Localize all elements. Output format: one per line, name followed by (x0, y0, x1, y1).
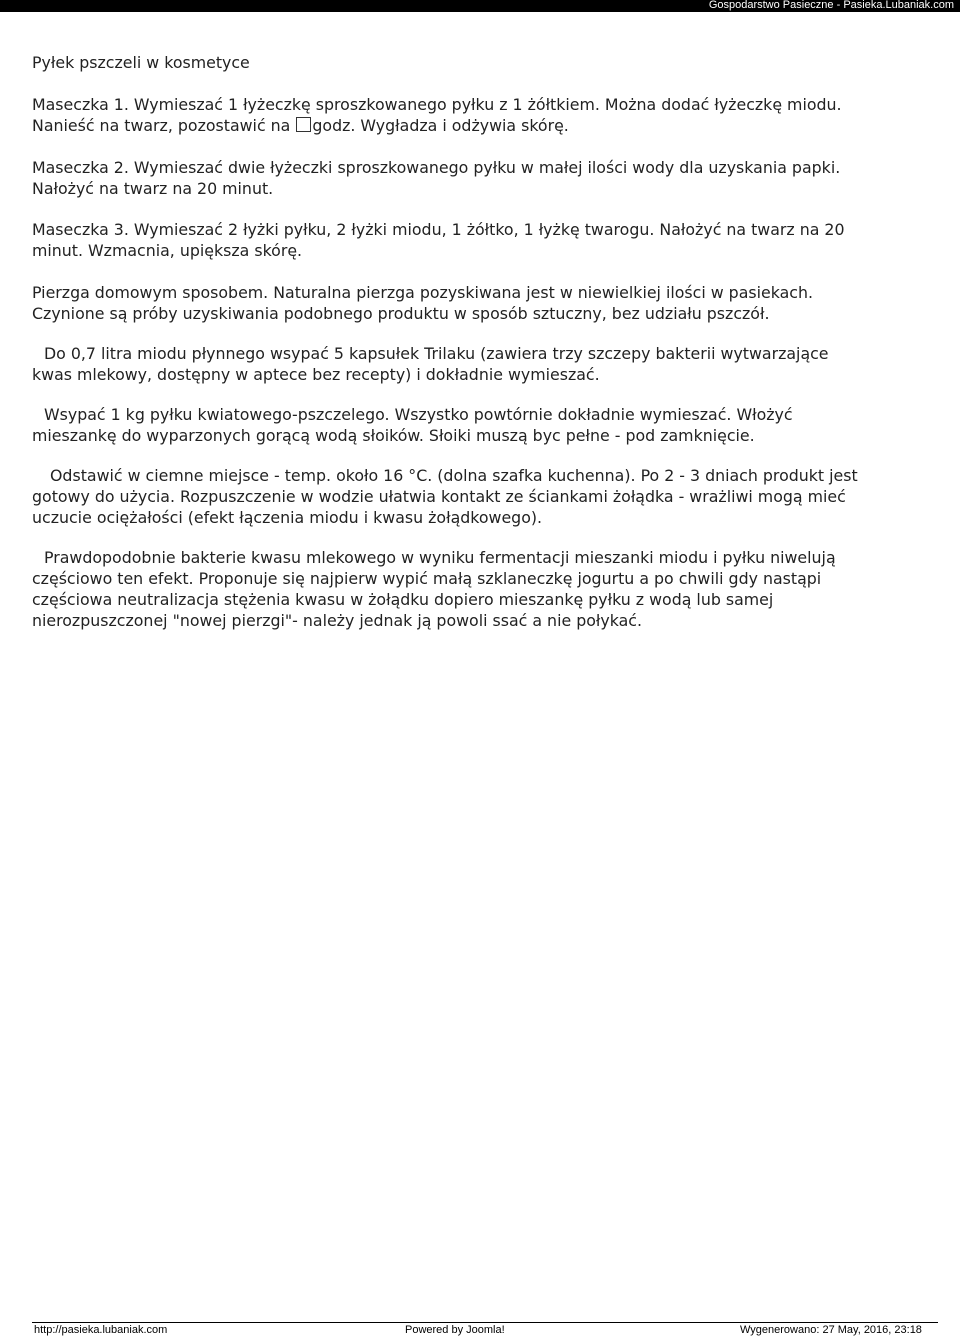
mask2-paragraph (32, 157, 932, 199)
footer-url-link[interactable]: http://pasieka.lubaniak.com (34, 1324, 168, 1336)
step3-line2: gotowy do użycia. Rozpuszczenie w wodzie ułatwia kontakt ze ściankami żołądka - wrażliwi mogą mieć (32, 487, 846, 506)
mask3-paragraph (32, 219, 932, 261)
footer-generated-date: Wygenerowano: 27 May, 2016, 23:18 (740, 1324, 922, 1336)
mask2-line2: Nałożyć na twarz na 20 minut. (32, 179, 274, 198)
top-bar (0, 0, 960, 12)
step3-line1: Odstawić w ciemne miejsce - temp. około 16 °C. (dolna szafka kuchenna). Po 2 - 3 dniach produkt jest (50, 466, 858, 485)
mask3-line2: minut. Wzmacnia, upiększa skórę. (32, 241, 303, 260)
site-title: Gospodarstwo Pasieczne - Pasieka.Lubaniak.com (708, 0, 954, 11)
step4-paragraph (32, 547, 932, 631)
step2-paragraph (32, 404, 932, 446)
step1-line2: kwas mlekowy, dostępny w aptece bez recepty) i dokładnie wymieszać. (32, 365, 600, 384)
article-content (32, 52, 932, 631)
step1-paragraph (32, 343, 932, 385)
mask3-line1: Maseczka 3. Wymieszać 2 łyżki pyłku, 2 łyżki miodu, 1 żółtko, 1 łyżkę twarogu. Nałożyć na twarz na 20 (32, 220, 845, 239)
mask1-line1: Maseczka 1. Wymieszać 1 łyżeczkę sproszkowanego pyłku z 1 żółtkiem. Można dodać łyżeczkę miodu. (32, 95, 842, 114)
pierzga-line1: Pierzga domowym sposobem. Naturalna pierzga pozyskiwana jest w niewielkiej ilości w pasiekach. (32, 283, 813, 302)
pierzga-line2: Czynione są próby uzyskiwania podobnego produktu w sposób sztuczny, bez udziału pszczół. (32, 304, 770, 323)
step3-paragraph (32, 465, 932, 528)
footer-divider (32, 1322, 938, 1323)
step2-line1: Wsypać 1 kg pyłku kwiatowego-pszczelego. Wszystko powtórnie dokładnie wymieszać. Włożyć (44, 405, 793, 424)
mask1-paragraph (32, 94, 932, 136)
step4-line2: częściowo ten efekt. Proponuje się najpierw wypić małą szklaneczkę jogurtu a po chwili gdy nastąpi (32, 569, 822, 588)
mask1-line2a: Nanieść na twarz, pozostawić na (32, 116, 296, 135)
step4-line1: Prawdopodobnie bakterie kwasu mlekowego w wyniku fermentacji mieszanki miodu i pyłku niwelują (44, 548, 836, 567)
mask2-line1: Maseczka 2. Wymieszać dwie łyżeczki sproszkowanego pyłku w małej ilości wody dla uzyskania papki. (32, 158, 841, 177)
missing-glyph-icon (296, 117, 311, 132)
step1-line1: Do 0,7 litra miodu płynnego wsypać 5 kapsułek Trilaku (zawiera trzy szczepy bakterii wytwarzające (44, 344, 829, 363)
pierzga-paragraph (32, 282, 932, 324)
mask1-line2b: godz. Wygładza i odżywia skórę. (312, 116, 569, 135)
step4-line3: częściowa neutralizacja stężenia kwasu w żołądku dopiero mieszankę pyłku z wodą lub samej (32, 590, 774, 609)
footer-powered-by: Powered by Joomla! (405, 1324, 505, 1336)
step3-line3: uczucie ociężałości (efekt łączenia miodu i kwasu żołądkowego). (32, 508, 543, 527)
step4-line4: nierozpuszczonej "nowej pierzgi"- należy jednak ją powoli ssać a nie połykać. (32, 611, 642, 630)
article-title: Pyłek pszczeli w kosmetyce (32, 53, 250, 72)
step2-line2: mieszankę do wyparzonych gorącą wodą słoików. Słoiki muszą byc pełne - pod zamknięcie. (32, 426, 755, 445)
